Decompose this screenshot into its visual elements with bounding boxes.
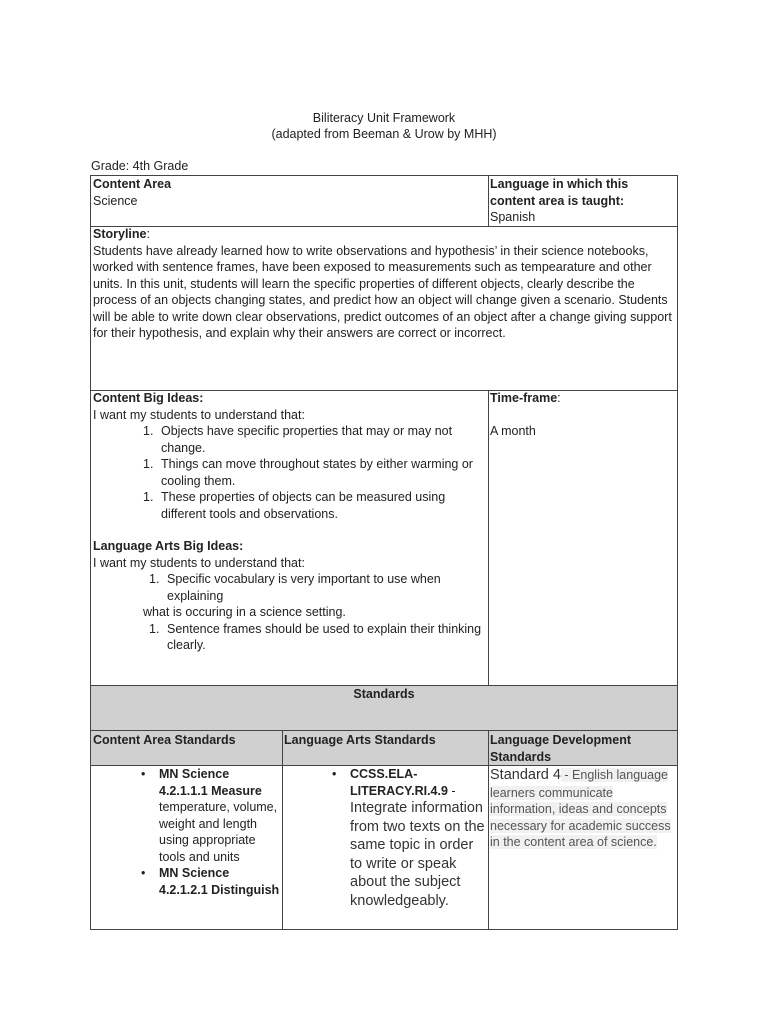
- content-big-ideas-label: Content Big Ideas:: [93, 391, 204, 405]
- list-item: 1. Things can move throughout states by either warming or cooling them.: [143, 457, 473, 488]
- framework-table: [90, 175, 678, 930]
- list-item: 1. Specific vocabulary is very important to use when explaining: [149, 572, 441, 603]
- language-taught-value: Spanish: [490, 210, 536, 224]
- row-divider: [91, 730, 677, 731]
- language-taught-label: Language in which this content area is taught:: [490, 177, 629, 208]
- content-area-value: Science: [93, 193, 138, 208]
- timeframe-label: Time-frame: [490, 391, 558, 405]
- storyline-cell: [91, 226, 677, 390]
- la-standards-list: [350, 766, 486, 910]
- language-development-standards-header: Language Development Standards: [490, 733, 631, 764]
- content-standards-list: [159, 766, 280, 898]
- language-arts-standards-cell: [282, 766, 488, 929]
- storyline-text: Students have already learned how to write observations and hypothesis’ in their science notebooks, worked with sentence frames, have been exposed to measurements such as tempearature and other units. In this unit, students will learn the specific properties of different objects, clearly describe the process of an objects changing states, and predict how an object will change given a scenario. Students will be able to write down clear observations, predict outcomes of an object after a change giving support for their hypothesis, and explain why their answers are correct or incorrect.: [93, 243, 672, 340]
- storyline-colon: :: [146, 227, 150, 241]
- document-subtitle: (adapted from Beeman & Urow by MHH): [271, 127, 497, 141]
- document-title: Biliteracy Unit Framework: [312, 111, 456, 125]
- language-arts-standards-header: Language Arts Standards: [284, 733, 436, 747]
- timeframe-value: A month: [490, 424, 536, 438]
- language-taught-cell: [488, 176, 677, 226]
- language-arts-big-ideas-intro: I want my students to understand that:: [93, 555, 305, 570]
- content-area-standards-header: Content Area Standards: [93, 733, 236, 747]
- content-area-standards-cell: [91, 766, 282, 929]
- language-development-standards-cell: [488, 766, 677, 929]
- list-item: • MN Science 4.2.1.1.1 Measure temperature, volume, weight and length using appropriate tools and units: [159, 766, 280, 865]
- language-arts-big-ideas-list: [149, 571, 486, 604]
- content-big-ideas-intro: I want my students to understand that:: [93, 407, 305, 422]
- list-item: 1. Objects have specific properties that may or may not change.: [143, 424, 453, 455]
- content-area-cell: [91, 176, 488, 226]
- big-ideas-cell: [91, 390, 488, 685]
- list-item: 1. Sentence frames should be used to explain their thinking clearly.: [149, 621, 482, 652]
- content-big-ideas-list: [143, 423, 486, 522]
- list-item-continuation: what is occuring in a science setting.: [143, 605, 346, 619]
- list-item: 1. These properties of objects can be measured using different tools and observations.: [143, 490, 446, 521]
- document-title-block: [0, 110, 768, 142]
- timeframe-cell: [488, 390, 677, 685]
- standard-4-text: - English language learners communicate information, ideas and concepts necessary for academic success in the content area of science.: [490, 768, 671, 849]
- storyline-label: Storyline: [93, 227, 147, 241]
- standards-title: Standards: [353, 687, 415, 701]
- language-arts-big-ideas-label: Language Arts Big Ideas:: [93, 539, 244, 553]
- list-item: • MN Science 4.2.1.2.1 Distinguish: [159, 865, 280, 898]
- grade-label: Grade: 4th Grade: [91, 159, 189, 173]
- list-item: • CCSS.ELA-LITERACY.RI.4.9 - Integrate information from two texts on the same topic in order to write or speak about the subject knowledgeably.: [350, 766, 486, 910]
- standard-4-label: Standard 4: [490, 767, 561, 783]
- timeframe-colon: :: [557, 391, 561, 405]
- language-arts-big-ideas-list-2: [149, 621, 486, 654]
- content-area-label: Content Area: [93, 177, 172, 191]
